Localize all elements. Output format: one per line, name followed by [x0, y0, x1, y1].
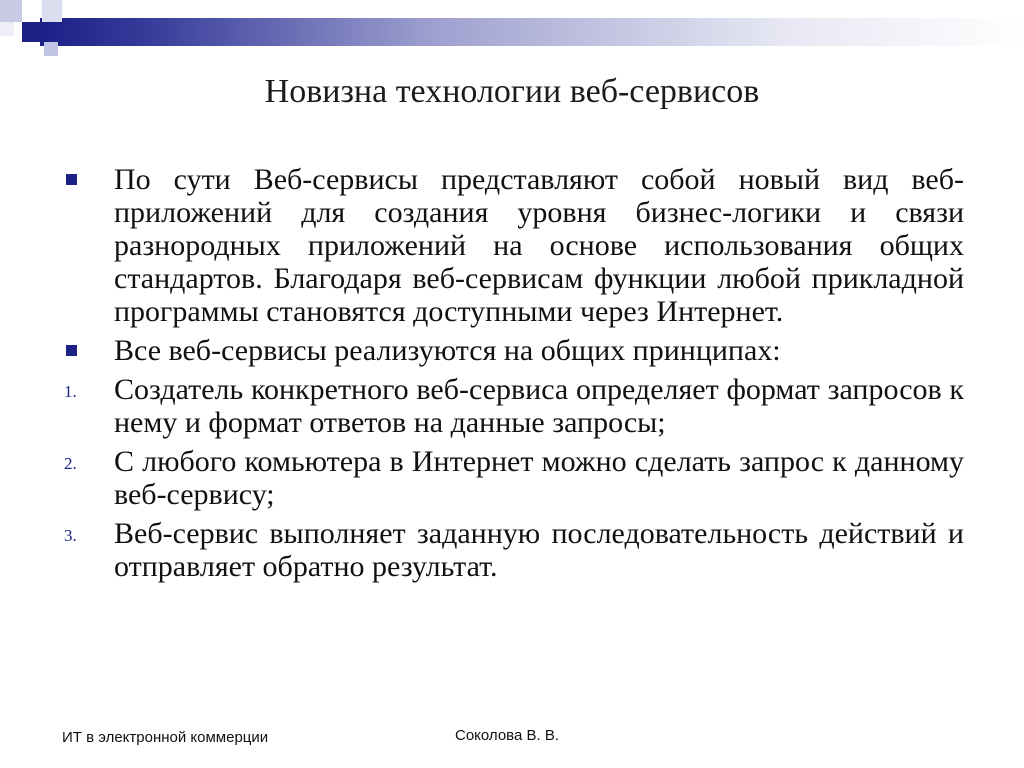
- gradient-bar: [40, 18, 1024, 46]
- numbered-text: Веб-сервис выполняет заданную последовательность действий и отправляет обратно результат.: [114, 517, 964, 583]
- item-number: 3.: [64, 526, 77, 545]
- item-number: 1.: [64, 382, 77, 401]
- bullet-text: Все веб-сервисы реализуются на общих принципах:: [114, 334, 781, 367]
- footer-course: ИТ в электронной коммерции: [62, 729, 269, 746]
- bullet-item: [58, 163, 964, 328]
- footer-author: Соколова В. В.: [455, 727, 560, 744]
- decor-square: [0, 22, 14, 36]
- slide-title: Новизна технологии веб-сервисов: [264, 73, 760, 110]
- numbered-item: [58, 517, 964, 583]
- bullet-item: [58, 334, 964, 367]
- decor-square: [42, 0, 62, 22]
- numbered-item: [58, 373, 964, 439]
- bullet-square-icon: [66, 174, 77, 185]
- item-number: 2.: [64, 454, 77, 473]
- decor-square: [0, 0, 22, 22]
- numbered-text: Создатель конкретного веб-сервиса определяет формат запросов к нему и формат ответов на данные запросы;: [114, 373, 964, 439]
- slide-content: [58, 163, 964, 589]
- decor-square: [44, 42, 58, 56]
- numbered-item: [58, 445, 964, 511]
- bullet-square-icon: [66, 345, 77, 356]
- numbered-text: С любого комьютера в Интернет можно сделать запрос к данному веб-сервису;: [114, 445, 964, 511]
- decor-square: [22, 22, 42, 42]
- bullet-text: По сути Веб-сервисы представляют собой новый вид веб-приложений для создания уровня бизнес-логики и связи разнородных приложений на основе использования общих стандартов. Благодаря веб-сервисам функции любой прикладной программы становятся доступными через Интернет.: [114, 163, 964, 328]
